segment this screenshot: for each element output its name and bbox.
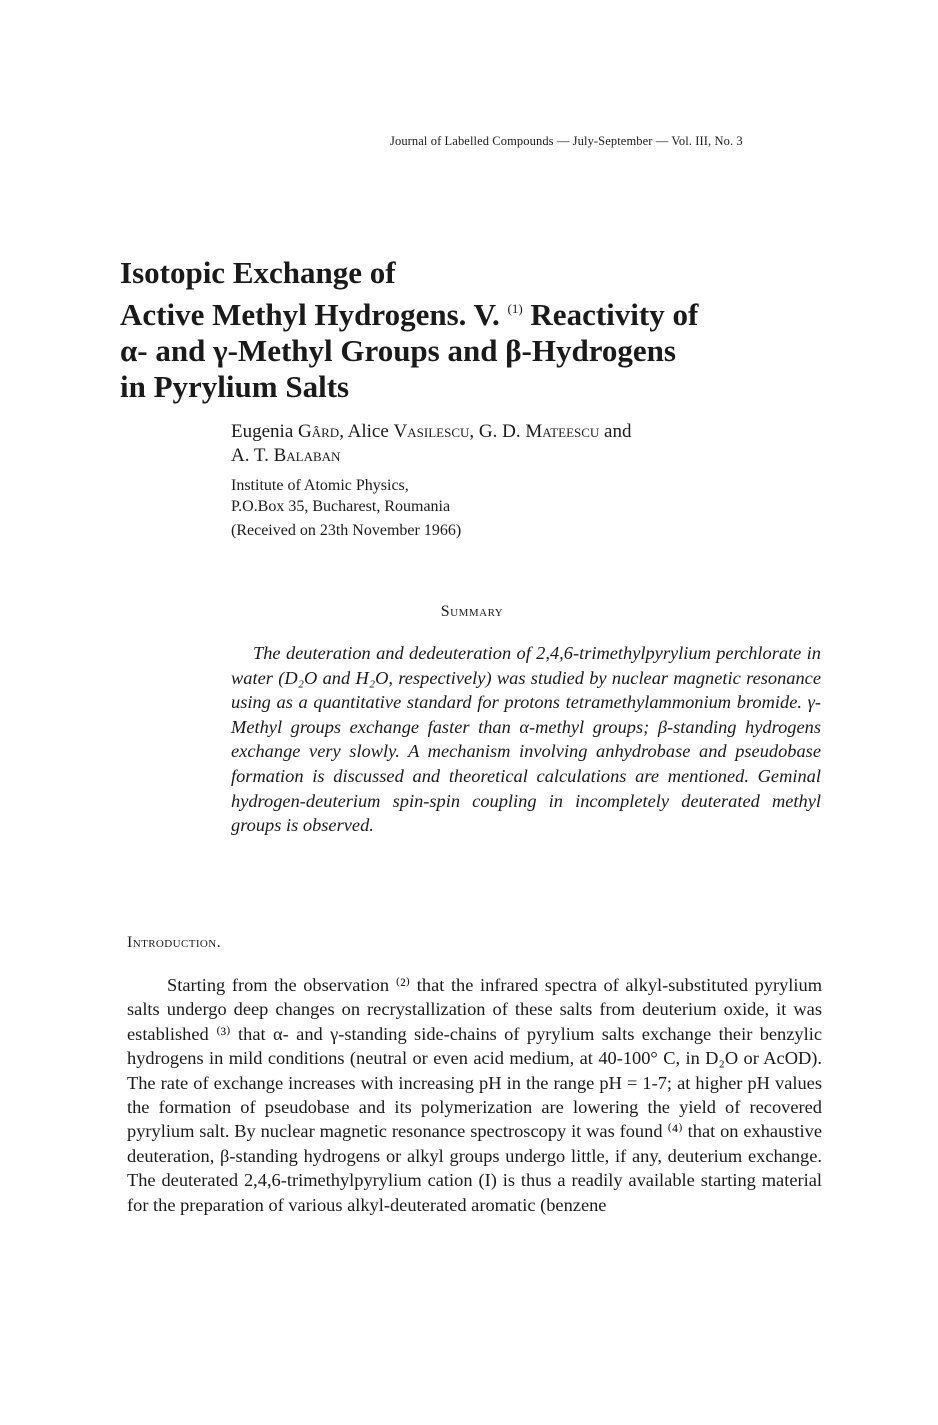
author-4-first: A. T. [231, 445, 269, 466]
introduction-paragraph: Starting from the observation ⁽²⁾ that the infrared spectra of alkyl-substituted pyrylium salts undergo deep changes on recrystallization of these salts from deuterium oxide, it was established ⁽³⁾ that α- and γ-standing side-chains of pyrylium salts exchange their benzylic hydrogens in mild conditions (neutral or even acid medium, at 40-100° C, in D₂O or AcOD). The rate of exchange increases with increasing pH in the range pH = 1-7; at higher pH values the formation of pseudobase and its polymerization are lowering the yield of recovered pyrylium salt. By nuclear magnetic resonance spectroscopy it was found ⁽⁴⁾ that on exhaustive deuteration, β-standing hydrogens or alkyl groups undergo little, if any, deuterium exchange. The deuterated 2,4,6-trimethylpyrylium cation (I) is thus a readily available starting material for the preparation of various alkyl-deuterated aromatic (benzene [127, 975, 822, 1215]
affiliation-line-2: P.O.Box 35, Bucharest, Roumania [231, 498, 451, 515]
title-line-2-end: Reactivity of [530, 297, 699, 332]
summary-heading: Summary [440, 603, 504, 620]
author-line-1: Eugenia Gârd, Alice Vasilescu, G. D. Mateescu and [231, 421, 632, 442]
author-conjunction: and [604, 421, 632, 442]
author-1-first: Eugenia [231, 421, 294, 442]
article-title [120, 255, 760, 405]
author-2-first: Alice [347, 421, 389, 442]
received-date: (Received on 23th November 1966) [231, 522, 462, 539]
author-3-first: G. D. [478, 421, 521, 442]
affiliation [231, 475, 731, 517]
title-line-2-start: Active Methyl Hydrogens. V. [120, 297, 500, 332]
title-reference-mark: (1) [507, 301, 523, 316]
author-1-last: Gârd [298, 421, 340, 442]
title-line-1: Isotopic Exchange of [120, 255, 396, 290]
author-2-last: Vasilescu [393, 421, 470, 442]
running-header: Journal of Labelled Compounds — July-September — Vol. III, No. 3 [390, 134, 743, 148]
author-3-last: Mateescu [525, 421, 600, 442]
author-line-2 [231, 444, 791, 468]
title-line-3: α- and γ-Methyl Groups and β-Hydrogens [120, 333, 676, 368]
summary-heading-container [0, 603, 938, 621]
summary-abstract: The deuteration and dedeuteration of 2,4,6-trimethylpyrylium perchlorate in water (D₂O and H₂O, respectively) was studied by nuclear magnetic resonance using as a quantitative standard for protons tetramethylammonium bromide. γ-Methyl groups exchange faster than α-methyl groups; β-standing hydrogens exchange very slowly. A mechanism involving anhydrobase and pseudobase formation is discussed and theoretical calculations are mentioned. Geminal hydrogen-deuterium spin-spin coupling in incompletely deuterated methyl groups is observed. [231, 643, 821, 836]
introduction-heading: Introduction. [127, 934, 221, 951]
affiliation-line-1: Institute of Atomic Physics, [231, 477, 409, 494]
title-line-4: in Pyrylium Salts [120, 369, 350, 404]
author-4-last: Balaban [273, 445, 341, 466]
author-list [231, 420, 791, 468]
title-line-2 [120, 291, 760, 333]
